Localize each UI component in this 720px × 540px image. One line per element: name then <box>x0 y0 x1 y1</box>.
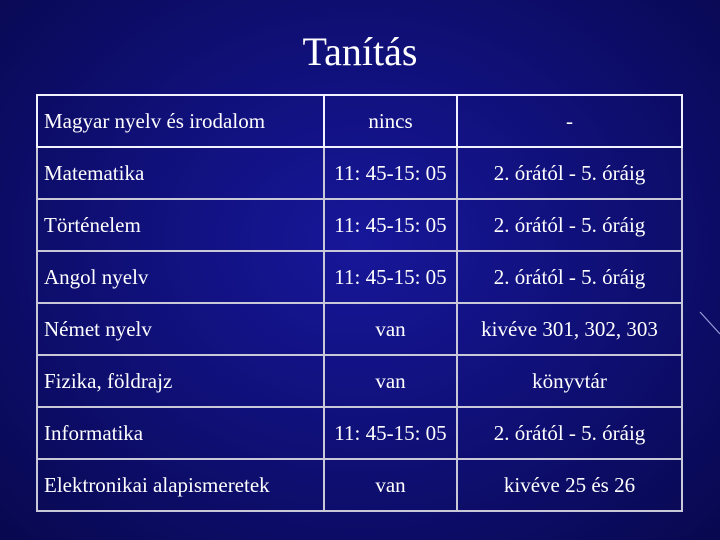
note-cell: 2. órától - 5. óráig <box>457 407 682 459</box>
subject-cell: Magyar nyelv és irodalom <box>37 95 324 147</box>
subject-cell: Informatika <box>37 407 324 459</box>
note-cell: könyvtár <box>457 355 682 407</box>
time-cell: van <box>324 459 457 511</box>
time-cell: nincs <box>324 95 457 147</box>
schedule-table <box>36 94 683 512</box>
subject-cell: Fizika, földrajz <box>37 355 324 407</box>
time-cell: 11: 45-15: 05 <box>324 407 457 459</box>
table-row <box>37 95 682 147</box>
table-row <box>37 407 682 459</box>
note-cell: 2. órától - 5. óráig <box>457 147 682 199</box>
subject-cell: Angol nyelv <box>37 251 324 303</box>
table-row <box>37 459 682 511</box>
note-cell: - <box>457 95 682 147</box>
slide-title: Tanítás <box>302 29 418 74</box>
note-cell: kivéve 301, 302, 303 <box>457 303 682 355</box>
subject-cell: Elektronikai alapismeretek <box>37 459 324 511</box>
note-cell: 2. órától - 5. óráig <box>457 251 682 303</box>
table-row <box>37 355 682 407</box>
table-row <box>37 303 682 355</box>
table-row <box>37 147 682 199</box>
table-row <box>37 199 682 251</box>
subject-cell: Történelem <box>37 199 324 251</box>
time-cell: 11: 45-15: 05 <box>324 251 457 303</box>
note-cell: 2. órától - 5. óráig <box>457 199 682 251</box>
time-cell: 11: 45-15: 05 <box>324 147 457 199</box>
time-cell: van <box>324 303 457 355</box>
table-row <box>37 251 682 303</box>
note-cell: kivéve 25 és 26 <box>457 459 682 511</box>
time-cell: van <box>324 355 457 407</box>
subject-cell: Német nyelv <box>37 303 324 355</box>
subject-cell: Matematika <box>37 147 324 199</box>
time-cell: 11: 45-15: 05 <box>324 199 457 251</box>
